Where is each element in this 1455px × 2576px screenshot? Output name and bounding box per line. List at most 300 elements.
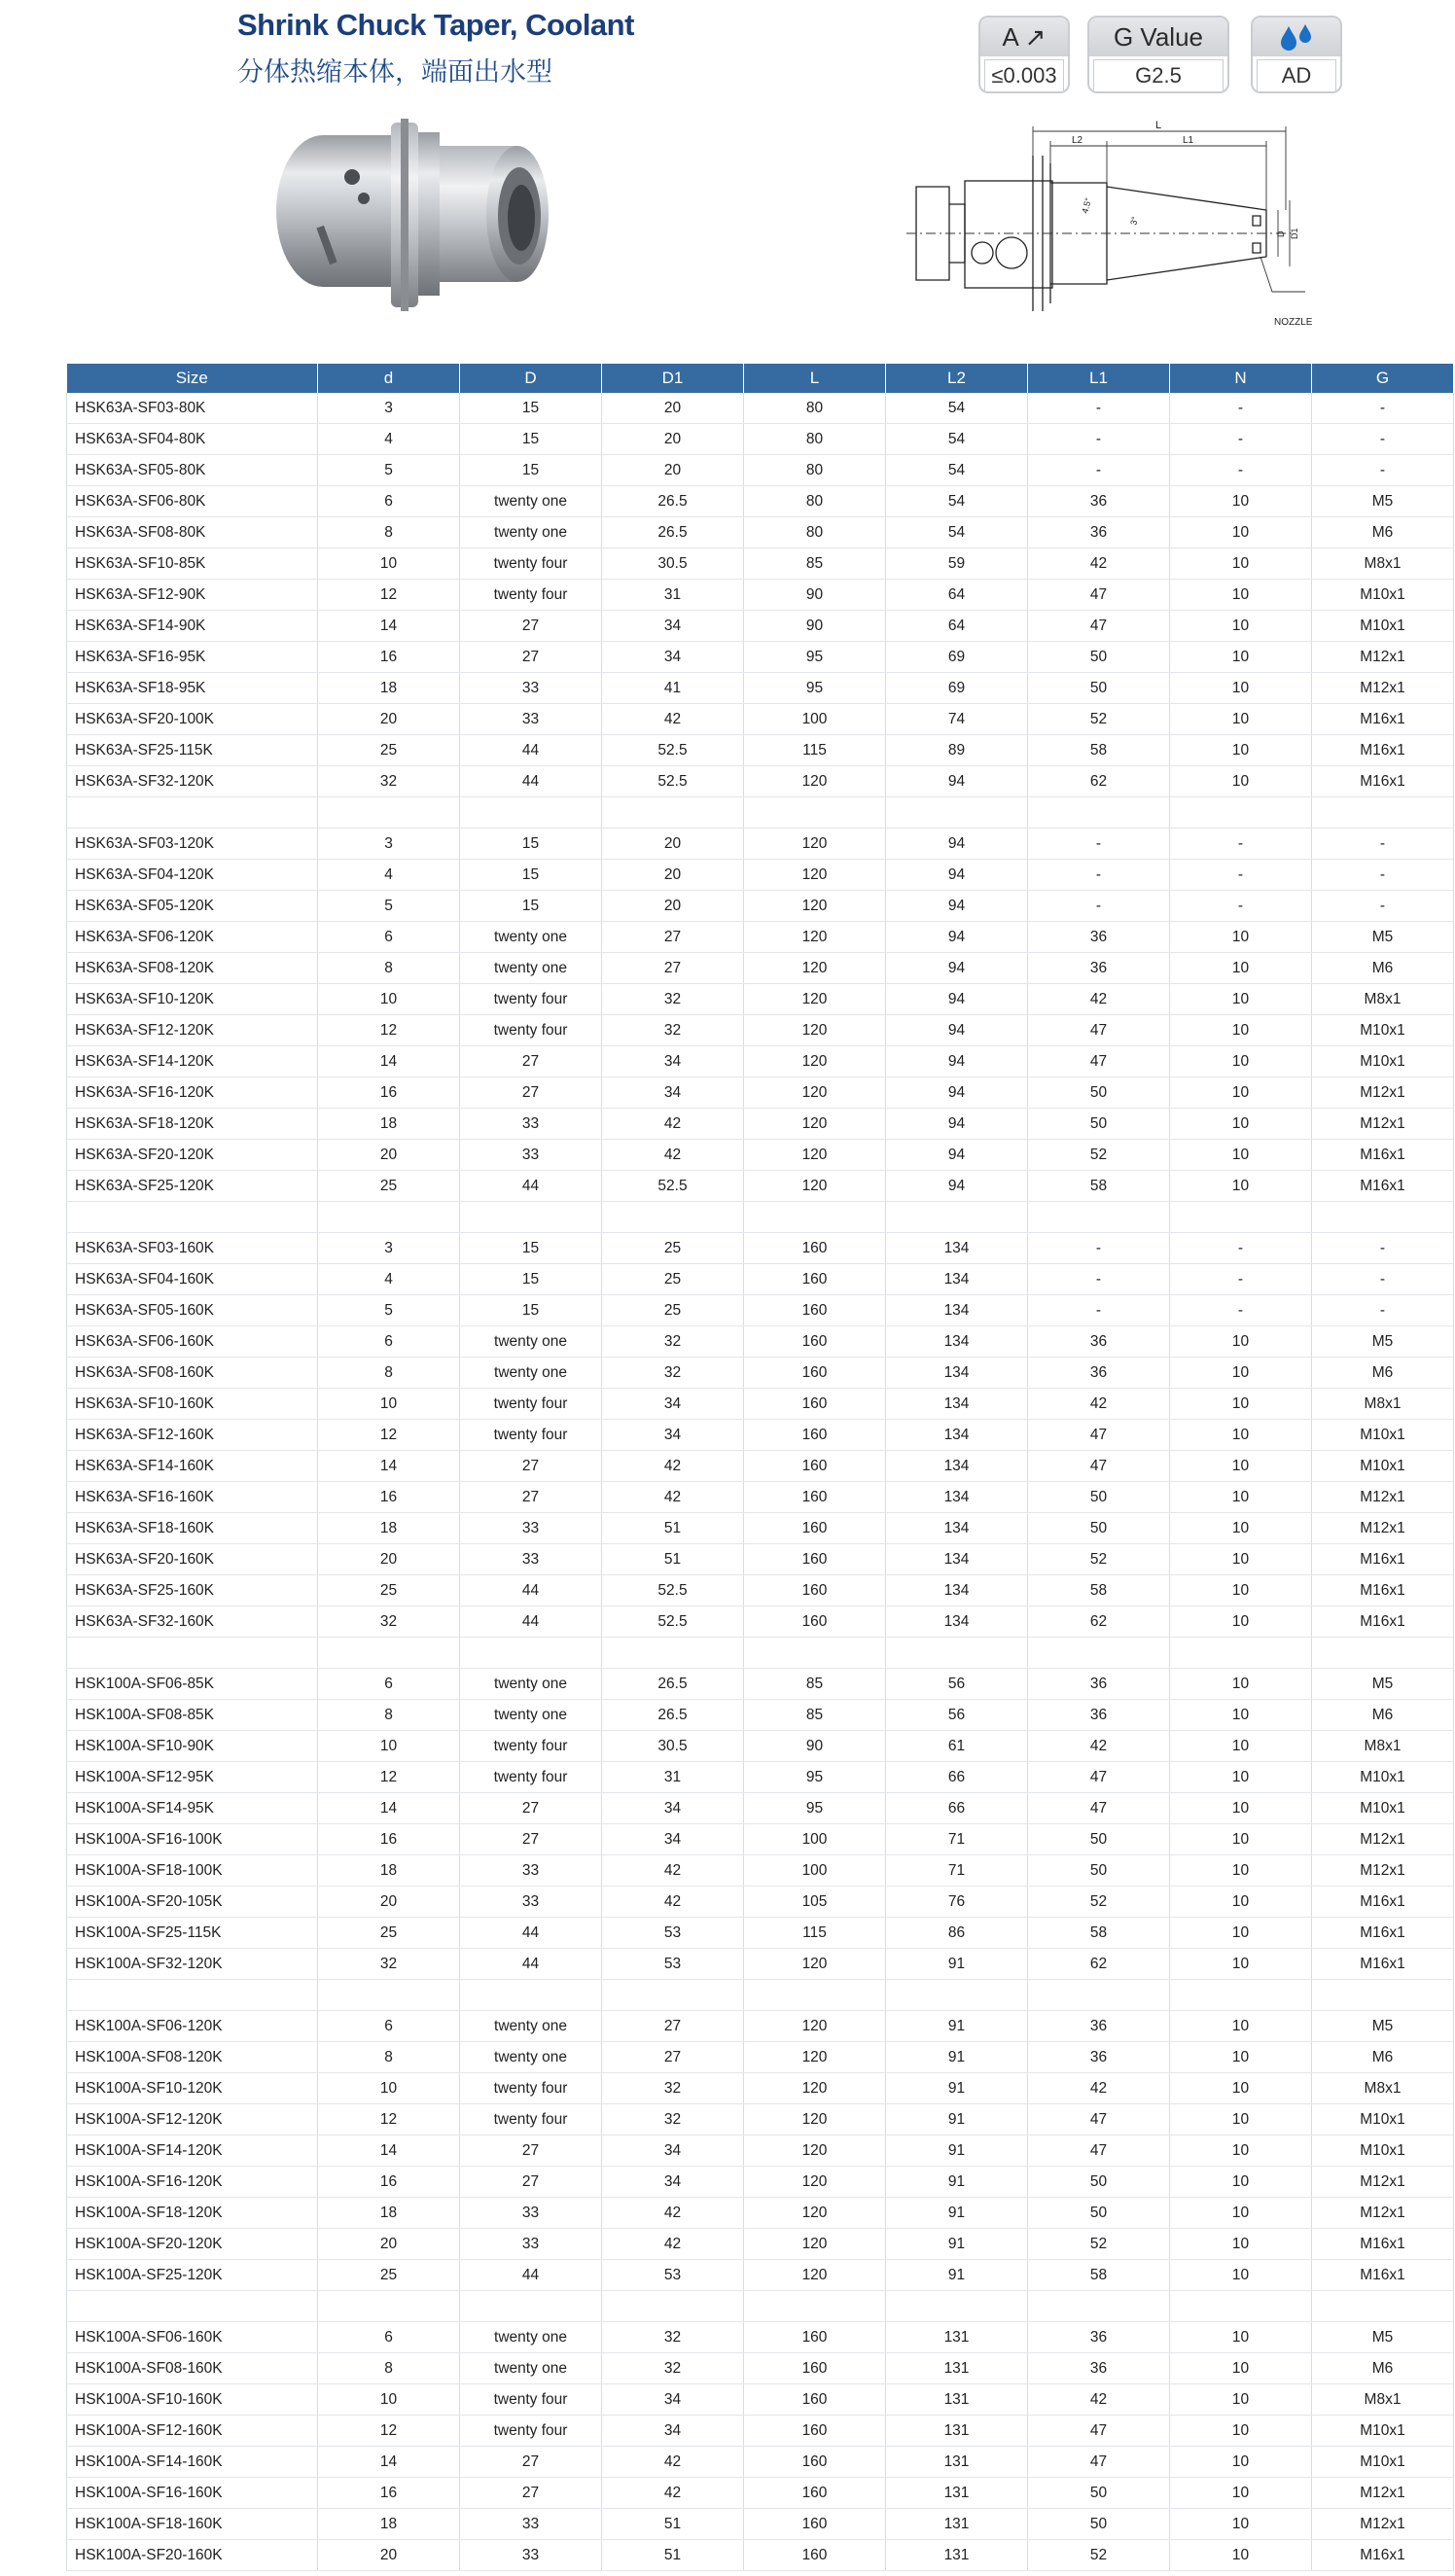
table-row	[67, 1980, 1454, 2011]
table-cell: 61	[886, 1731, 1028, 1762]
table-cell: 47	[1028, 1762, 1170, 1793]
table-cell: 20	[318, 1140, 460, 1171]
table-cell: 10	[1170, 2104, 1312, 2135]
table-cell: 131	[886, 2478, 1028, 2509]
table-cell: 20	[602, 393, 744, 424]
table-cell: 18	[318, 1109, 460, 1140]
table-cell: 16	[318, 2167, 460, 2198]
table-cell: 160	[744, 1482, 886, 1513]
table-row	[67, 1015, 1454, 1046]
table-cell: M10x1	[1312, 1046, 1454, 1077]
table-cell: twenty one	[460, 1700, 602, 1731]
table-cell: HSK63A-SF06-120K	[67, 922, 318, 953]
table-cell: 15	[460, 455, 602, 486]
table-cell: 12	[318, 1762, 460, 1793]
table-cell: 160	[744, 1326, 886, 1358]
table-cell: HSK63A-SF06-160K	[67, 1326, 318, 1358]
table-cell: 80	[744, 424, 886, 455]
table-cell	[1028, 1202, 1170, 1233]
table-cell: 30.5	[602, 548, 744, 580]
balance-grade-value: G2.5	[1093, 59, 1224, 92]
table-cell: -	[1312, 455, 1454, 486]
table-cell: 131	[886, 2447, 1028, 2478]
table-cell: M8x1	[1312, 1389, 1454, 1420]
table-cell: 34	[602, 1420, 744, 1451]
table-row	[67, 1855, 1454, 1887]
table-cell: HSK63A-SF12-90K	[67, 580, 318, 611]
table-row	[67, 829, 1454, 860]
table-cell: 14	[318, 2135, 460, 2167]
drawing-label-l1: L1	[1183, 135, 1194, 146]
table-cell	[460, 2291, 602, 2322]
table-cell: 89	[886, 735, 1028, 766]
table-cell: 20	[318, 2540, 460, 2571]
table-cell: 30.5	[602, 1731, 744, 1762]
table-cell: M16x1	[1312, 1918, 1454, 1949]
table-cell: 95	[744, 642, 886, 673]
table-cell: 54	[886, 393, 1028, 424]
table-cell: 69	[886, 673, 1028, 704]
table-cell: 50	[1028, 1855, 1170, 1887]
table-cell: 34	[602, 642, 744, 673]
table-cell: 27	[460, 2135, 602, 2167]
table-cell: 3	[318, 1233, 460, 1264]
table-cell: 42	[602, 1482, 744, 1513]
table-cell: 52	[1028, 2229, 1170, 2260]
table-row	[67, 1824, 1454, 1855]
table-cell: 66	[886, 1762, 1028, 1793]
table-cell	[67, 2291, 318, 2322]
table-cell: HSK100A-SF12-95K	[67, 1762, 318, 1793]
table-row	[67, 2167, 1454, 2198]
table-cell: 44	[460, 1949, 602, 1980]
table-cell: 160	[744, 1451, 886, 1482]
table-cell: HSK100A-SF08-160K	[67, 2353, 318, 2384]
table-cell: 58	[1028, 1575, 1170, 1606]
table-cell: M10x1	[1312, 2447, 1454, 2478]
table-cell: 160	[744, 1513, 886, 1544]
table-cell: 26.5	[602, 486, 744, 517]
table-cell	[1312, 1202, 1454, 1233]
table-cell: 53	[602, 1949, 744, 1980]
table-cell: 120	[744, 829, 886, 860]
table-header-row	[67, 364, 1454, 393]
table-cell: 10	[1170, 2260, 1312, 2291]
table-cell: M5	[1312, 486, 1454, 517]
table-cell: 74	[886, 704, 1028, 735]
table-row	[67, 2322, 1454, 2353]
table-cell: 50	[1028, 1482, 1170, 1513]
table-cell: M6	[1312, 1358, 1454, 1389]
table-cell: 10	[1170, 1887, 1312, 1918]
table-cell: M8x1	[1312, 1731, 1454, 1762]
table-cell: 47	[1028, 580, 1170, 611]
table-row	[67, 2104, 1454, 2135]
table-cell: 91	[886, 2042, 1028, 2073]
table-cell: 134	[886, 1606, 1028, 1638]
table-cell: -	[1028, 393, 1170, 424]
table-row	[67, 1295, 1454, 1326]
table-cell: 16	[318, 2478, 460, 2509]
table-cell: 120	[744, 1109, 886, 1140]
table-cell: 42	[1028, 1389, 1170, 1420]
table-cell: twenty one	[460, 1358, 602, 1389]
table-cell: 27	[460, 611, 602, 642]
table-row	[67, 2447, 1454, 2478]
table-cell: 27	[460, 2478, 602, 2509]
table-cell: 25	[602, 1295, 744, 1326]
table-cell	[744, 2291, 886, 2322]
table-cell: -	[1028, 1233, 1170, 1264]
table-cell: 27	[602, 2011, 744, 2042]
table-cell	[67, 1202, 318, 1233]
table-row	[67, 424, 1454, 455]
table-cell: M16x1	[1312, 2229, 1454, 2260]
table-cell: 160	[744, 1233, 886, 1264]
table-row	[67, 922, 1454, 953]
column-header-g: G	[1312, 364, 1454, 393]
table-cell: 62	[1028, 1949, 1170, 1980]
table-cell	[886, 1980, 1028, 2011]
table-cell: 120	[744, 922, 886, 953]
table-cell: 10	[1170, 953, 1312, 984]
table-row	[67, 2540, 1454, 2571]
table-cell: twenty four	[460, 548, 602, 580]
table-cell: 32	[602, 2073, 744, 2104]
table-cell: 160	[744, 2447, 886, 2478]
table-row	[67, 1389, 1454, 1420]
table-cell: HSK100A-SF14-95K	[67, 1793, 318, 1824]
table-cell: 134	[886, 1295, 1028, 1326]
table-cell: 3	[318, 393, 460, 424]
drawing-label-nozzle: NOZZLE	[1274, 317, 1313, 328]
table-cell: 47	[1028, 611, 1170, 642]
table-cell: twenty four	[460, 2384, 602, 2416]
table-cell: 58	[1028, 735, 1170, 766]
table-cell: 53	[602, 1918, 744, 1949]
table-cell: 50	[1028, 673, 1170, 704]
table-cell: M16x1	[1312, 704, 1454, 735]
table-cell: 10	[1170, 1855, 1312, 1887]
table-row	[67, 2509, 1454, 2540]
table-cell: M16x1	[1312, 1949, 1454, 1980]
table-cell: 14	[318, 611, 460, 642]
table-row	[67, 1140, 1454, 1171]
table-cell	[1170, 797, 1312, 829]
table-row	[67, 455, 1454, 486]
table-cell: 10	[1170, 1949, 1312, 1980]
table-cell: 120	[744, 2073, 886, 2104]
table-cell: 160	[744, 2540, 886, 2571]
table-row	[67, 1669, 1454, 1700]
table-cell: HSK100A-SF20-160K	[67, 2540, 318, 2571]
table-cell: -	[1170, 424, 1312, 455]
table-cell: twenty four	[460, 2104, 602, 2135]
table-cell: 8	[318, 953, 460, 984]
table-cell: 90	[744, 1731, 886, 1762]
table-cell: HSK63A-SF14-120K	[67, 1046, 318, 1077]
table-cell: 59	[886, 548, 1028, 580]
table-cell: 94	[886, 829, 1028, 860]
table-cell: M10x1	[1312, 1451, 1454, 1482]
table-cell	[1170, 1980, 1312, 2011]
table-cell	[602, 797, 744, 829]
table-cell: HSK63A-SF12-160K	[67, 1420, 318, 1451]
table-cell: 10	[1170, 673, 1312, 704]
table-cell: 95	[744, 1793, 886, 1824]
table-cell: 16	[318, 642, 460, 673]
table-cell: 42	[1028, 2384, 1170, 2416]
table-row	[67, 1513, 1454, 1544]
drawing-label-l: L	[1155, 120, 1162, 131]
table-cell: HSK63A-SF25-120K	[67, 1171, 318, 1202]
table-row	[67, 1949, 1454, 1980]
table-cell	[318, 1202, 460, 1233]
table-cell: 14	[318, 1046, 460, 1077]
table-cell: 32	[318, 1606, 460, 1638]
table-cell: HSK63A-SF03-120K	[67, 829, 318, 860]
table-cell: 16	[318, 1077, 460, 1109]
table-cell: -	[1028, 891, 1170, 922]
table-cell: 15	[460, 1295, 602, 1326]
table-cell: 51	[602, 1544, 744, 1575]
table-cell: 6	[318, 1669, 460, 1700]
table-row	[67, 797, 1454, 829]
table-cell: M6	[1312, 2042, 1454, 2073]
table-cell: 86	[886, 1918, 1028, 1949]
table-cell: 4	[318, 424, 460, 455]
table-row	[67, 1731, 1454, 1762]
table-cell: 36	[1028, 486, 1170, 517]
table-cell: 27	[460, 2167, 602, 2198]
table-cell: 47	[1028, 2104, 1170, 2135]
table-cell: HSK100A-SF18-100K	[67, 1855, 318, 1887]
table-cell: twenty four	[460, 984, 602, 1015]
table-cell: 36	[1028, 2353, 1170, 2384]
table-cell: 12	[318, 1015, 460, 1046]
table-cell: HSK100A-SF12-120K	[67, 2104, 318, 2135]
table-cell: HSK100A-SF10-120K	[67, 2073, 318, 2104]
table-cell: HSK100A-SF10-160K	[67, 2384, 318, 2416]
table-cell: 34	[602, 2167, 744, 2198]
table-cell: -	[1028, 1295, 1170, 1326]
table-cell: 32	[602, 1358, 744, 1389]
table-cell: 120	[744, 1949, 886, 1980]
table-cell: 10	[1170, 1451, 1312, 1482]
table-row	[67, 1606, 1454, 1638]
table-cell: 66	[886, 1793, 1028, 1824]
table-cell: 6	[318, 486, 460, 517]
table-cell	[602, 2291, 744, 2322]
table-cell: 27	[460, 1077, 602, 1109]
table-cell	[602, 1980, 744, 2011]
table-cell: HSK100A-SF10-90K	[67, 1731, 318, 1762]
table-cell: twenty four	[460, 1389, 602, 1420]
column-header-d: d	[318, 364, 460, 393]
table-cell: 94	[886, 766, 1028, 797]
table-cell: -	[1028, 1264, 1170, 1295]
table-cell: HSK63A-SF08-160K	[67, 1358, 318, 1389]
table-cell: 52	[1028, 1140, 1170, 1171]
table-cell: 5	[318, 891, 460, 922]
table-cell: M5	[1312, 2011, 1454, 2042]
table-cell: 54	[886, 486, 1028, 517]
table-cell: 10	[1170, 1140, 1312, 1171]
table-cell: M12x1	[1312, 1109, 1454, 1140]
table-cell	[1170, 1638, 1312, 1669]
table-cell: 10	[1170, 2540, 1312, 2571]
table-cell: 33	[460, 2509, 602, 2540]
table-row	[67, 953, 1454, 984]
table-cell: M12x1	[1312, 1824, 1454, 1855]
table-row	[67, 2384, 1454, 2416]
table-cell: 120	[744, 2260, 886, 2291]
table-cell: HSK100A-SF14-160K	[67, 2447, 318, 2478]
table-cell: 42	[1028, 1731, 1170, 1762]
table-cell: 26.5	[602, 1700, 744, 1731]
table-cell: 10	[1170, 1544, 1312, 1575]
table-cell: 120	[744, 2135, 886, 2167]
table-cell: 160	[744, 2509, 886, 2540]
table-cell: M12x1	[1312, 2167, 1454, 2198]
table-cell: M16x1	[1312, 1171, 1454, 1202]
table-cell: 91	[886, 2135, 1028, 2167]
table-cell: 36	[1028, 2042, 1170, 2073]
table-cell: HSK63A-SF20-160K	[67, 1544, 318, 1575]
table-cell: 27	[460, 1793, 602, 1824]
table-cell: M16x1	[1312, 2260, 1454, 2291]
technical-drawing	[906, 117, 1325, 342]
table-cell: 20	[318, 1887, 460, 1918]
table-cell: M10x1	[1312, 1762, 1454, 1793]
table-cell: 20	[602, 829, 744, 860]
table-cell: M12x1	[1312, 1855, 1454, 1887]
table-cell: M12x1	[1312, 1077, 1454, 1109]
table-cell: 12	[318, 580, 460, 611]
table-cell: HSK100A-SF16-100K	[67, 1824, 318, 1855]
table-cell: M16x1	[1312, 1140, 1454, 1171]
table-cell: 36	[1028, 1326, 1170, 1358]
table-cell: 32	[318, 766, 460, 797]
table-cell: -	[1170, 393, 1312, 424]
table-cell: M10x1	[1312, 2416, 1454, 2447]
table-cell: HSK100A-SF18-160K	[67, 2509, 318, 2540]
table-cell: 120	[744, 1046, 886, 1077]
table-cell: 12	[318, 2104, 460, 2135]
table-row	[67, 611, 1454, 642]
table-cell	[886, 1638, 1028, 1669]
table-cell: 10	[1170, 2198, 1312, 2229]
table-cell: M16x1	[1312, 2540, 1454, 2571]
table-cell: M5	[1312, 922, 1454, 953]
table-cell: 8	[318, 1358, 460, 1389]
table-cell: HSK63A-SF12-120K	[67, 1015, 318, 1046]
table-cell: 120	[744, 2167, 886, 2198]
table-cell: 31	[602, 580, 744, 611]
table-cell: 5	[318, 1295, 460, 1326]
table-cell: 100	[744, 1824, 886, 1855]
table-cell: 54	[886, 517, 1028, 548]
table-cell: 10	[1170, 1358, 1312, 1389]
table-cell: M16x1	[1312, 1606, 1454, 1638]
table-cell: twenty four	[460, 2416, 602, 2447]
column-header-l: L	[744, 364, 886, 393]
table-cell	[1028, 1980, 1170, 2011]
table-cell: HSK100A-SF06-85K	[67, 1669, 318, 1700]
table-cell: M8x1	[1312, 548, 1454, 580]
table-cell: M16x1	[1312, 1544, 1454, 1575]
table-cell: 34	[602, 1793, 744, 1824]
table-cell: 34	[602, 2416, 744, 2447]
table-cell: twenty four	[460, 580, 602, 611]
table-cell: HSK63A-SF18-120K	[67, 1109, 318, 1140]
table-cell: 52.5	[602, 1575, 744, 1606]
table-cell: 160	[744, 1606, 886, 1638]
table-cell: 10	[1170, 1109, 1312, 1140]
table-cell: M12x1	[1312, 2478, 1454, 2509]
table-cell: 6	[318, 922, 460, 953]
table-cell: HSK100A-SF16-160K	[67, 2478, 318, 2509]
table-cell: M12x1	[1312, 1482, 1454, 1513]
table-cell: HSK63A-SF03-80K	[67, 393, 318, 424]
table-cell: 42	[602, 2447, 744, 2478]
table-cell: M16x1	[1312, 1887, 1454, 1918]
table-cell: HSK63A-SF08-120K	[67, 953, 318, 984]
table-cell: 33	[460, 2229, 602, 2260]
table-cell: 42	[1028, 2073, 1170, 2104]
table-cell: 56	[886, 1669, 1028, 1700]
table-cell: 42	[602, 1887, 744, 1918]
table-cell: 34	[602, 2135, 744, 2167]
table-cell: 94	[886, 1046, 1028, 1077]
runout-badge	[978, 16, 1070, 93]
table-cell: 58	[1028, 1918, 1170, 1949]
table-cell: 42	[602, 2198, 744, 2229]
table-cell: 20	[602, 424, 744, 455]
table-cell: 44	[460, 2260, 602, 2291]
column-header-n: N	[1170, 364, 1312, 393]
table-cell	[744, 1980, 886, 2011]
table-cell: 160	[744, 1389, 886, 1420]
table-cell: 71	[886, 1855, 1028, 1887]
table-row	[67, 1171, 1454, 1202]
table-cell: 33	[460, 1140, 602, 1171]
table-cell: 10	[1170, 1824, 1312, 1855]
table-cell: -	[1170, 829, 1312, 860]
table-cell: 33	[460, 704, 602, 735]
table-cell: 91	[886, 2229, 1028, 2260]
table-cell: M16x1	[1312, 735, 1454, 766]
table-cell: M10x1	[1312, 611, 1454, 642]
table-cell: 62	[1028, 766, 1170, 797]
table-cell: 94	[886, 1171, 1028, 1202]
table-cell	[460, 1638, 602, 1669]
table-cell: 34	[602, 611, 744, 642]
table-cell: 15	[460, 1264, 602, 1295]
table-cell: HSK63A-SF05-80K	[67, 455, 318, 486]
table-cell: M12x1	[1312, 2198, 1454, 2229]
table-cell: 42	[602, 2229, 744, 2260]
table-cell: 32	[602, 1015, 744, 1046]
table-cell: M6	[1312, 517, 1454, 548]
table-cell: 42	[602, 1451, 744, 1482]
table-cell: 10	[1170, 1513, 1312, 1544]
table-cell	[1312, 1980, 1454, 2011]
table-cell: M10x1	[1312, 1015, 1454, 1046]
table-cell: 10	[1170, 984, 1312, 1015]
table-cell: 64	[886, 611, 1028, 642]
table-row	[67, 1046, 1454, 1077]
